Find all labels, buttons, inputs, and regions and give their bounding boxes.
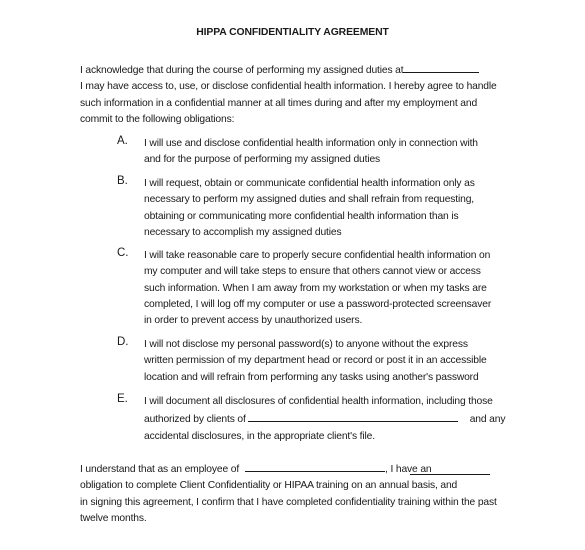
intro-line-2: I may have access to, use, or disclose confidential health information. I hereby agree to handle xyxy=(80,81,497,93)
employee-of-blank[interactable] xyxy=(245,460,385,472)
obligation-b-line-4: necessary to accomplish my assigned duties xyxy=(144,226,342,238)
employer-blank[interactable] xyxy=(403,61,479,73)
obligation-c-line-3: such information. When I am away from my workstation or when my tasks are xyxy=(144,282,487,294)
closing-trailing-line xyxy=(410,474,490,475)
obligation-c-line-5: in order to prevent access by unauthorized users. xyxy=(144,315,363,327)
clients-blank[interactable] xyxy=(248,410,458,422)
intro-paragraph xyxy=(80,61,497,128)
obligation-c-line-1: I will take reasonable care to properly secure confidential health information on xyxy=(144,250,491,261)
obligation-b-line-3: obtaining or communicating more confidential health information than is xyxy=(144,210,459,222)
closing-line-1a: I understand that as an employee of xyxy=(80,464,240,475)
intro-line-4: commit to the following obligations: xyxy=(80,113,235,125)
obligation-d-text xyxy=(144,337,494,386)
obligation-e-letter: E. xyxy=(117,393,128,405)
obligation-b-line-1: I will request, obtain or communicate confidential health information only as xyxy=(144,178,475,189)
closing-line-1b: , I have an xyxy=(385,464,432,475)
obligation-b-letter: B. xyxy=(117,175,128,187)
obligation-e-line-1: I will document all disclosures of confidential health information, including those xyxy=(144,396,493,407)
obligation-a-text xyxy=(144,136,494,169)
obligation-d-line-1: I will not disclose my personal password(s) to anyone without the express xyxy=(144,339,468,350)
obligation-c-line-2: my computer and will take steps to ensure that others cannot view or access xyxy=(144,266,481,278)
obligation-e-line-3: accidental disclosures, in the appropriate client's file. xyxy=(144,430,375,442)
closing-paragraph xyxy=(80,460,497,527)
obligation-c-letter: C. xyxy=(117,247,129,259)
obligation-e-line-2b: and any xyxy=(469,414,506,426)
obligation-b-text xyxy=(144,176,494,241)
obligation-c-text xyxy=(144,248,494,329)
obligation-c-line-4: completed, I will log off my computer or use a password-protected screensaver xyxy=(144,298,492,310)
closing-line-1 xyxy=(80,460,480,478)
obligation-a-letter: A. xyxy=(117,135,128,147)
obligation-a-line-1: I will use and disclose confidential health information only in connection with xyxy=(144,138,478,149)
obligation-a-line-2: and for the purpose of performing my assigned duties xyxy=(144,154,381,166)
obligation-e-text xyxy=(144,394,506,445)
obligation-b-line-2: necessary to perform my assigned duties and shall refrain from requesting, xyxy=(144,194,475,206)
closing-line-2: obligation to complete Client Confidentiality or HIPAA training on an annual basis, and xyxy=(80,480,458,492)
obligation-d-line-2: written permission of my department head or record or post it in an accessible xyxy=(144,355,487,367)
obligation-e-line-2 xyxy=(144,410,506,428)
closing-line-3: in signing this agreement, I confirm that I have completed confidentiality training within the past xyxy=(80,496,497,508)
obligation-d-line-3: location and will refrain from performing any tasks using another's password xyxy=(144,371,479,383)
obligation-d-letter: D. xyxy=(117,336,129,348)
intro-line-3: such information in a confidential manner at all times during and after my employment and xyxy=(80,97,478,109)
closing-line-4: twelve months. xyxy=(80,512,147,524)
intro-line-1 xyxy=(80,61,480,79)
document-title: HIPPA CONFIDENTIALITY AGREEMENT xyxy=(196,27,389,38)
intro-line-1-text: I acknowledge that during the course of performing my assigned duties at xyxy=(80,65,404,76)
obligation-e-line-2a: authorized by clients of xyxy=(144,414,246,426)
